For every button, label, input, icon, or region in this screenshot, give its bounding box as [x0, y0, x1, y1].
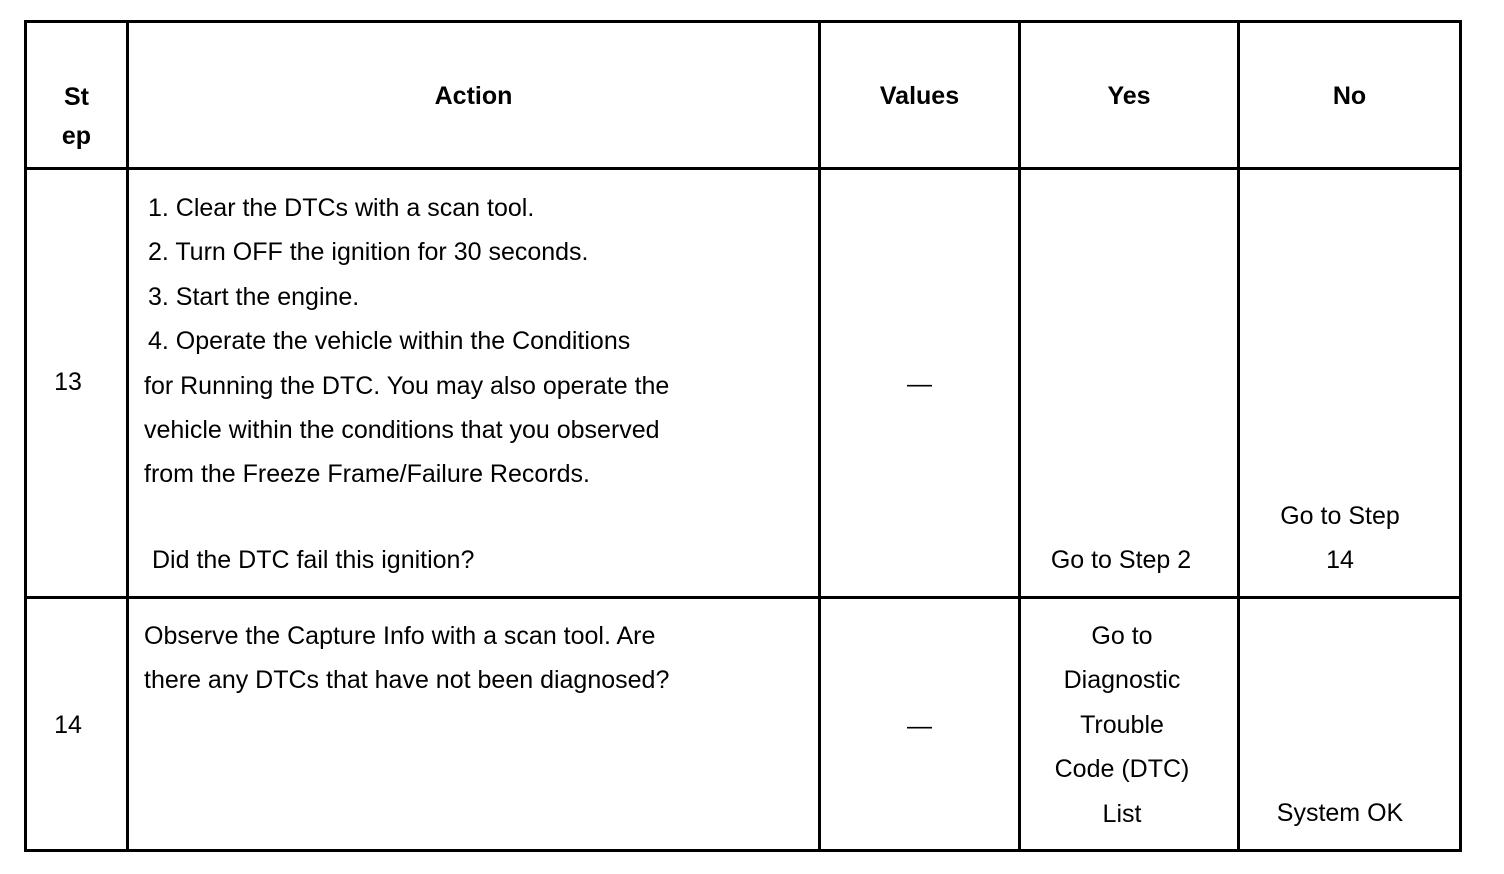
- table-border-top: [24, 20, 1462, 23]
- row14-yes-line1: Go to: [1091, 622, 1153, 650]
- row13-action-line4: 4. Operate the vehicle within the Conditions: [148, 327, 631, 356]
- row14-yes-line4: Code (DTC): [1054, 755, 1190, 784]
- row13-action: [144, 186, 669, 497]
- row14-yes-line2: Diagnostic: [1063, 666, 1181, 695]
- row-divider: [24, 596, 1462, 599]
- row14-yes: [1021, 614, 1223, 836]
- row13-step: 13: [54, 368, 82, 396]
- table-border-right: [1459, 20, 1462, 852]
- row14-action: [144, 614, 669, 703]
- row13-action-line2: 2. Turn OFF the ignition for 30 seconds.: [148, 238, 589, 267]
- row14-action-line2: there any DTCs that have not been diagnosed?: [144, 666, 670, 695]
- row14-yes-line3: Trouble: [1080, 710, 1164, 739]
- row13-action-line5: for Running the DTC. You may also operate the: [144, 371, 670, 400]
- row13-question: Did the DTC fail this ignition?: [152, 546, 475, 574]
- diagnostic-table: [24, 20, 1462, 852]
- row13-action-line6: vehicle within the conditions that you observed: [144, 416, 660, 445]
- row13-action-line1: 1. Clear the DTCs with a scan tool.: [148, 194, 535, 222]
- row13-values: —: [907, 370, 932, 398]
- col-divider-step: [126, 20, 129, 852]
- header-step: [27, 78, 126, 156]
- header-action: Action: [434, 82, 513, 110]
- row13-no-line1: Go to Step: [1280, 502, 1400, 530]
- header-step-line2: ep: [61, 122, 92, 150]
- row14-no: System OK: [1276, 799, 1404, 827]
- header-no: No: [1332, 82, 1367, 110]
- row14-values: —: [907, 712, 932, 740]
- row13-yes: Go to Step 2: [1050, 546, 1192, 574]
- row13-action-line7: from the Freeze Frame/Failure Records.: [144, 460, 590, 489]
- header-divider: [24, 167, 1462, 170]
- header-step-line1: St: [64, 83, 89, 111]
- row13-action-line3: 3. Start the engine.: [148, 282, 360, 311]
- header-yes: Yes: [1107, 82, 1151, 110]
- table-border-bottom: [24, 849, 1462, 852]
- col-divider-yes: [1237, 20, 1240, 852]
- row14-action-line1: Observe the Capture Info with a scan tool. Are: [144, 622, 656, 650]
- row13-no-line2: 14: [1326, 546, 1354, 575]
- row14-step: 14: [54, 711, 82, 739]
- row14-yes-line5: List: [1102, 799, 1142, 828]
- row13-no: [1240, 494, 1440, 583]
- header-values: Values: [879, 82, 960, 110]
